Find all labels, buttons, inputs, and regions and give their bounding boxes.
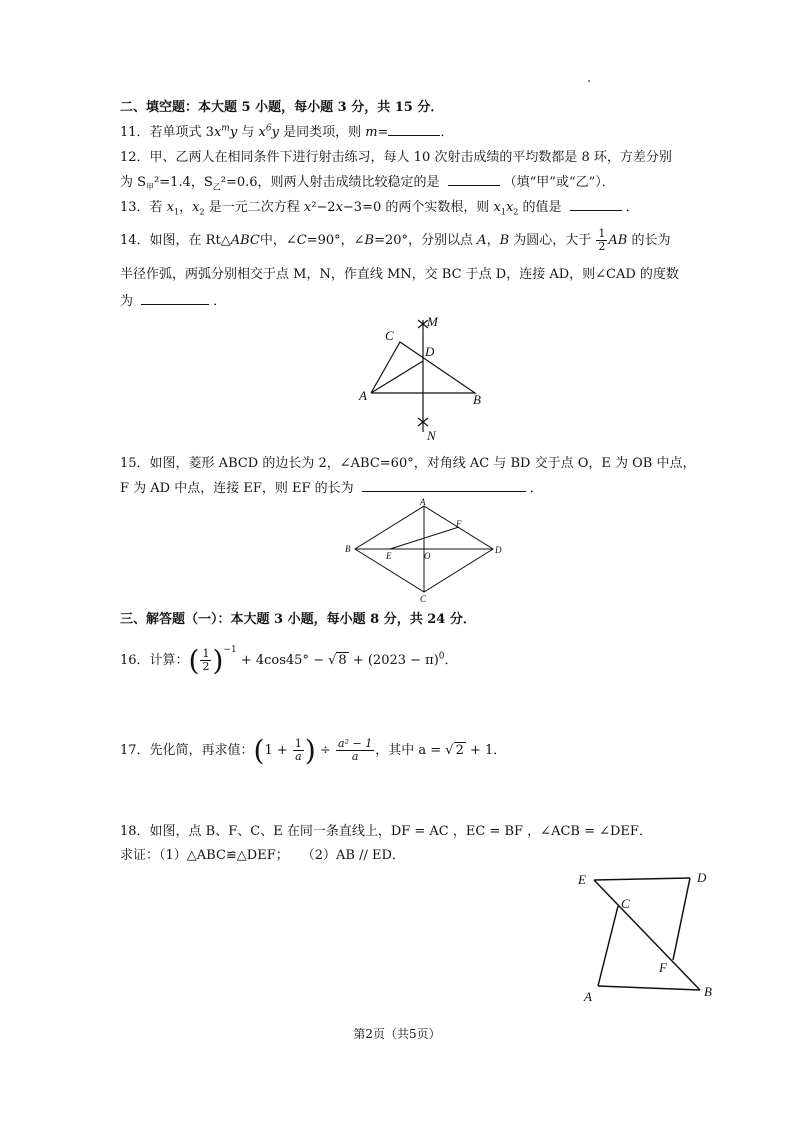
question-12-line2: 为 $S_甲^2=1.4$，$S_乙^2=0.6$，则两人射击成绩比较稳定的是 （填“甲”或“乙”）．	[120, 175, 615, 192]
q11-answer-blank[interactable]	[388, 123, 440, 136]
page-footer: 第2页（共5页）	[353, 1027, 441, 1041]
section-3-heading: 三、解答题（一）：本大题 3 小题，每小题 8 分，共 24 分．	[120, 612, 476, 627]
label-c: C	[420, 594, 427, 604]
question-16: 16．计算：( $\frac{1}{2}$ )$^{-1}$ + 4cos45° − √ $8 + (2023 - \pi)^0$．	[120, 644, 458, 677]
q16-fraction: $\frac{1}{2}$	[202, 647, 210, 673]
label-d: D	[697, 870, 707, 885]
q11-text-b: 与	[241, 125, 259, 140]
question-17: 17．先化简，再求值：(1 + $\frac{1}{a}$ ) ÷ $\frac{\text{a² − 1}}{a}$ ，其中 a = √ 2 + 1．	[120, 734, 507, 767]
figure-18	[570, 866, 720, 1006]
label-c: C	[385, 328, 394, 343]
q11-number: 11．	[120, 125, 150, 140]
label-a: A	[359, 388, 367, 403]
label-b: B	[473, 392, 481, 407]
question-15-line2: F 为 AD 中点，连接 EF，则 EF 的长为 ．	[120, 481, 543, 496]
label-b: B	[704, 984, 712, 999]
question-14-line1: 14．如图，在 Rt△ABC中，∠C=90°，∠B=20°，分别以点 A，B 为圆心，大于 $\frac{1}{2}$ AB 的长为	[120, 227, 671, 253]
label-m: M	[427, 314, 438, 329]
q14-answer-blank[interactable]	[141, 292, 209, 305]
segment-ed	[594, 878, 690, 880]
question-18-line1: 18．如图，点 B、F、C、E 在同一条直线上，DF = AC ，EC = BF ，∠ACB = ∠DEF．	[120, 824, 652, 839]
figure-14	[355, 310, 495, 450]
q12-answer-blank[interactable]	[448, 173, 500, 186]
label-d: D	[495, 545, 502, 555]
q17-fraction-1: $\frac{1}{a}$	[294, 737, 302, 763]
figure-15	[340, 496, 505, 606]
question-13: 13．若 $x_1$，$x_2$ 是一元二次方程 x²−2x−3=0 的两个实数根，则 $x_1x_2$ 的值是 ．	[120, 200, 639, 217]
label-f: F	[659, 960, 667, 975]
question-14-line2: 半径作弧，两弧分别相交于点 M，N，作直线 MN，交 BC 于点 D，连接 AD，则∠CAD 的度数	[120, 267, 679, 282]
q14-fraction: $\frac{1}{2}$	[598, 227, 606, 253]
segment-ad	[371, 361, 423, 393]
line-ebfc	[594, 880, 700, 990]
q13-answer-blank[interactable]	[570, 198, 622, 211]
question-15-line1: 15．如图，菱形 ABCD 的边长为 2，∠ABC=60°，对角线 AC 与 BD 交于点 O，E 为 OB 中点，	[120, 456, 696, 471]
segment-ab	[598, 986, 700, 990]
label-d: D	[425, 344, 435, 359]
q11-text-c: 是同类项，则	[283, 125, 366, 140]
label-e: E	[386, 551, 392, 561]
label-e: E	[578, 872, 586, 887]
question-14-line3: 为 ．	[120, 294, 227, 309]
segment-df	[673, 878, 690, 960]
question-11: 11．若单项式 $3x^my$ 与 $x^6y$ 是同类项，则 m= ．	[120, 123, 454, 140]
label-n: N	[427, 428, 436, 443]
label-a: A	[584, 989, 592, 1004]
label-o: O	[424, 551, 431, 561]
scan-dot	[588, 80, 590, 82]
label-a: A	[420, 497, 426, 507]
question-12-line1: 12．甲、乙两人在相同条件下进行射击练习，每人 10 次射击成绩的平均数都是 8 环，方差分别	[120, 150, 672, 165]
question-18-line2: 求证：（1）△ABC≌△DEF； （2）AB // ED．	[120, 848, 405, 863]
label-f: F	[456, 519, 462, 529]
label-c: C	[621, 896, 630, 911]
segment-ca	[598, 906, 618, 986]
q15-answer-blank[interactable]	[362, 479, 526, 492]
label-b: B	[345, 544, 351, 554]
q17-fraction-2: $\frac{\text{a² − 1}}{a}$	[338, 737, 373, 763]
q11-text-a: 若单项式 3	[149, 125, 214, 140]
section-2-heading: 二、填空题：本大题 5 小题，每小题 3 分，共 15 分．	[120, 100, 444, 115]
